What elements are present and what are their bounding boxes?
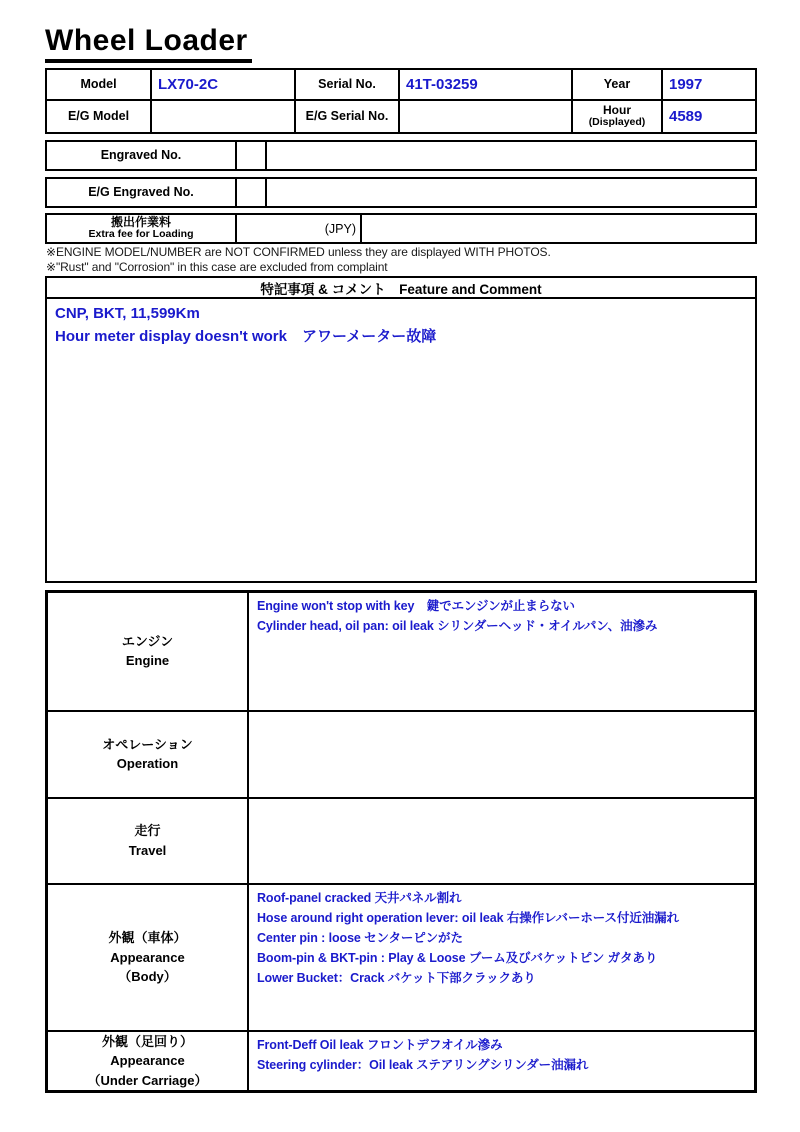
extra-fee-value [362, 215, 755, 242]
extra-fee-currency: (JPY) [237, 215, 362, 242]
appearance-body-note: Center pin : loose センターピンがた [257, 931, 463, 946]
engraved-no-check-cell [237, 142, 267, 169]
engine-label-jp: エンジン [121, 633, 174, 649]
eg-model-label: E/G Model [47, 101, 152, 132]
engine-label [48, 593, 249, 710]
travel-label-en: Travel [128, 842, 167, 858]
appearance-undercarriage-content [249, 1032, 754, 1091]
engine-note: Engine won't stop with key 鍵でエンジンが止まらない [257, 599, 575, 613]
footnote-engine: ※ENGINE MODEL/NUMBER are NOT CONFIRMED unless they are displayed WITH PHOTOS. [46, 245, 551, 259]
model-value: LX70-2C [152, 70, 296, 101]
year-label: Year [573, 70, 663, 101]
feature-comment-body [47, 299, 755, 352]
appearance-body-note: Roof-panel cracked 天井パネル割れ [257, 891, 462, 906]
travel-content [249, 799, 754, 883]
extra-fee-label-en: Extra fee for Loading [88, 228, 194, 241]
appearance-body-label-sub: （Body） [118, 969, 177, 984]
engine-label-en: Engine [125, 653, 170, 669]
appearance-body-label-jp: 外観（車体） [108, 930, 187, 945]
travel-label-jp: 走行 [134, 823, 161, 839]
operation-label-jp: オペレーション [102, 736, 193, 752]
extra-fee-label-jp: 搬出作業料 [110, 215, 171, 230]
table-row-appearance-undercarriage [48, 1032, 754, 1091]
feature-comment-header: 特記事項 & コメント Feature and Comment [47, 278, 755, 299]
appearance-body-label [48, 885, 249, 1029]
appearance-body-note: Hose around right operation lever: oil leak 右操作レバーホース付近油漏れ [257, 911, 679, 926]
appearance-undercarriage-note: Steering cylinder：Oil leak ステアリングシリンダー油漏れ [257, 1057, 589, 1072]
operation-label [48, 712, 249, 797]
eg-engraved-no-check-cell [237, 179, 267, 206]
eg-serial-no-label: E/G Serial No. [296, 101, 400, 132]
appearance-body-note: Boom-pin & BKT-pin : Play & Loose ブーム及びバケットピン ガタあり [257, 951, 658, 966]
hour-value: 4589 [669, 108, 703, 125]
spec-table [45, 68, 757, 134]
inspection-table [45, 590, 757, 1093]
engraved-no-label: Engraved No. [47, 142, 237, 169]
engine-content [249, 593, 754, 710]
extra-fee-row [45, 213, 757, 244]
appearance-undercarriage-note: Front-Deff Oil leak フロントデフオイル滲み [257, 1037, 503, 1052]
appearance-undercarriage-label [48, 1032, 249, 1091]
hour-label-line2: (Displayed) [588, 116, 646, 129]
appearance-body-label-en: Appearance [110, 949, 185, 965]
engine-note: Cylinder head, oil pan: oil leak シリンダーヘッド・オイルパン、油滲み [257, 619, 658, 633]
eg-model-value [152, 101, 296, 132]
operation-content [249, 712, 754, 797]
eg-engraved-no-label: E/G Engraved No. [47, 179, 237, 206]
hour-label-line1: Hour [603, 103, 631, 118]
page-title: Wheel Loader [45, 24, 252, 63]
comment-line: CNP, BKT, 11,599Km [55, 305, 200, 322]
appearance-undercarriage-label-en: Appearance [110, 1053, 185, 1068]
footnotes [46, 245, 551, 275]
feature-comment-box [45, 276, 757, 583]
table-row-appearance-body [48, 885, 754, 1031]
appearance-undercarriage-label-sub: （Under Carriage） [87, 1072, 208, 1088]
appearance-body-note: Lower Bucket：Crack バケット下部クラックあり [257, 971, 536, 986]
hour-displayed-label [573, 101, 663, 132]
travel-label [48, 799, 249, 883]
eg-engraved-no-row [45, 177, 757, 208]
extra-fee-label [47, 215, 237, 242]
model-label: Model [47, 70, 152, 101]
operation-label-en: Operation [116, 756, 179, 772]
footnote-rust: ※"Rust" and "Corrosion" in this case are excluded from complaint [46, 260, 388, 274]
serial-no-label: Serial No. [296, 70, 400, 101]
year-value: 1997 [663, 70, 755, 101]
table-row-operation [48, 712, 754, 799]
serial-no-value: 41T-03259 [400, 70, 573, 101]
eg-engraved-no-value [267, 179, 755, 206]
engraved-no-value [267, 142, 755, 169]
appearance-undercarriage-label-jp: 外観（足回り） [101, 1033, 193, 1049]
table-row-engine [48, 593, 754, 712]
eg-serial-no-value [400, 101, 573, 132]
engraved-no-row [45, 140, 757, 171]
appearance-body-content [249, 885, 754, 1029]
table-row-travel [48, 799, 754, 885]
comment-line: Hour meter display doesn't work アワーメーター故障 [55, 327, 437, 345]
